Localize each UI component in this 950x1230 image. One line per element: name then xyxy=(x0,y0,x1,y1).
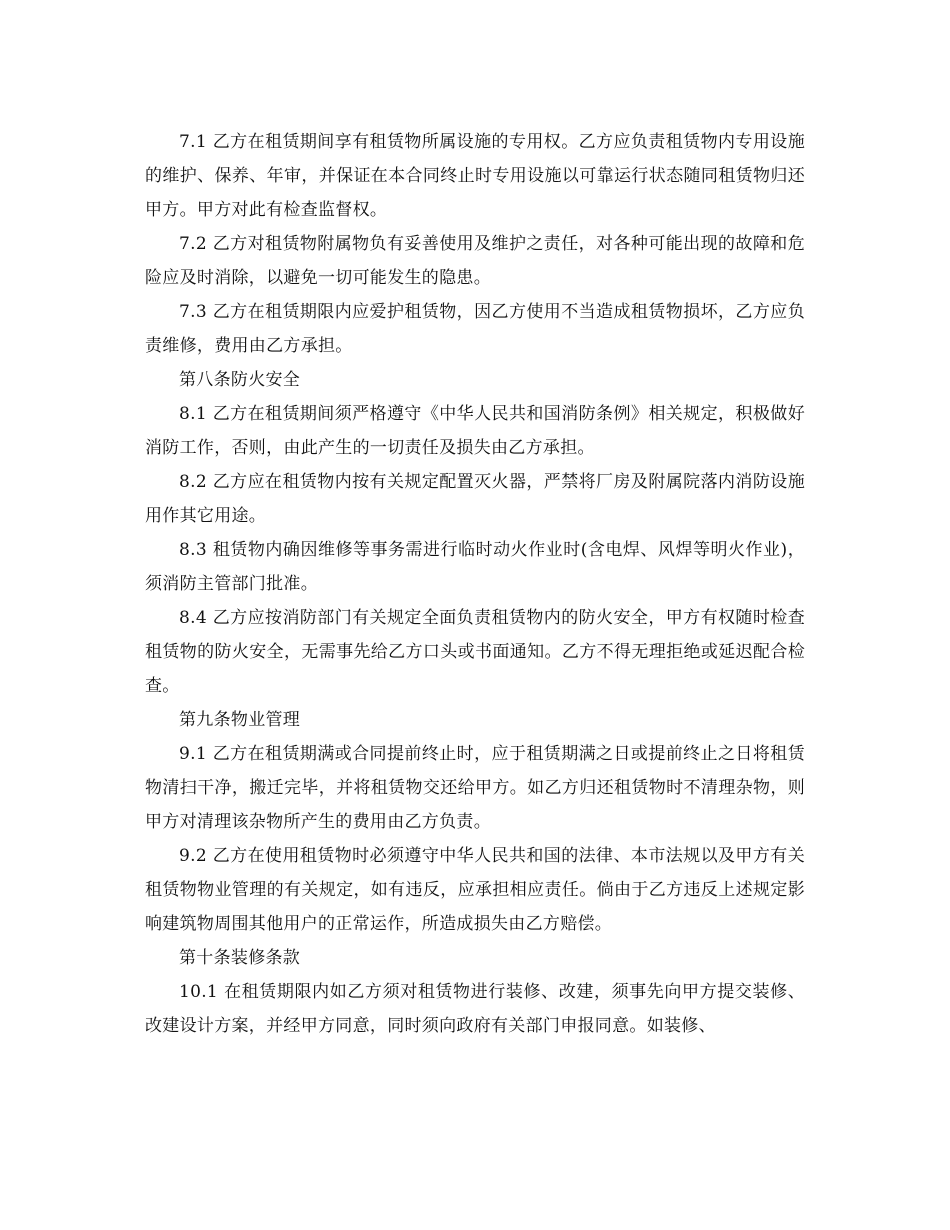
clause-10-1: 10.1 在租赁期限内如乙方须对租赁物进行装修、改建，须事先向甲方提交装修、改建设计方案，并经甲方同意，同时须向政府有关部门申报同意。如装修、 xyxy=(145,982,805,1036)
clause-8-1: 8.1 乙方在租赁期间须严格遵守《中华人民共和国消防条例》相关规定，积极做好消防工作，否则，由此产生的一切责任及损失由乙方承担。 xyxy=(145,404,805,458)
clause-9-2: 9.2 乙方在使用租赁物时必须遵守中华人民共和国的法律、本市法规以及甲方有关租赁物物业管理的有关规定，如有违反，应承担相应责任。倘由于乙方违反上述规定影响建筑物周围其他用户的正常运作，所造成损失由乙方赔偿。 xyxy=(145,846,805,934)
clause-8-4: 8.4 乙方应按消防部门有关规定全面负责租赁物内的防火安全，甲方有权随时检查租赁物的防火安全，无需事先给乙方口头或书面通知。乙方不得无理拒绝或延迟配合检查。 xyxy=(145,608,805,696)
clause-7-1: 7.1 乙方在租赁期间享有租赁物所属设施的专用权。乙方应负责租赁物内专用设施的维护、保养、年审，并保证在本合同终止时专用设施以可靠运行状态随同租赁物归还甲方。甲方对此有检查监督权。 xyxy=(145,132,805,220)
article-10-heading: 第十条装修条款 xyxy=(179,948,301,968)
document-body xyxy=(145,125,805,1043)
article-9-heading: 第九条物业管理 xyxy=(179,710,301,730)
clause-8-3: 8.3 租赁物内确因维修等事务需进行临时动火作业时(含电焊、风焊等明火作业)，须消防主管部门批准。 xyxy=(145,540,805,594)
clause-8-2: 8.2 乙方应在租赁物内按有关规定配置灭火器，严禁将厂房及附属院落内消防设施用作其它用途。 xyxy=(145,472,805,526)
clause-9-1: 9.1 乙方在租赁期满或合同提前终止时，应于租赁期满之日或提前终止之日将租赁物清扫干净，搬迁完毕，并将租赁物交还给甲方。如乙方归还租赁物时不清理杂物，则甲方对清理该杂物所产生的费用由乙方负责。 xyxy=(145,744,805,832)
clause-7-3: 7.3 乙方在租赁期限内应爱护租赁物，因乙方使用不当造成租赁物损坏，乙方应负责维修，费用由乙方承担。 xyxy=(145,302,805,356)
article-8-heading: 第八条防火安全 xyxy=(179,370,301,390)
clause-7-2: 7.2 乙方对租赁物附属物负有妥善使用及维护之责任，对各种可能出现的故障和危险应及时消除，以避免一切可能发生的隐患。 xyxy=(145,234,805,288)
